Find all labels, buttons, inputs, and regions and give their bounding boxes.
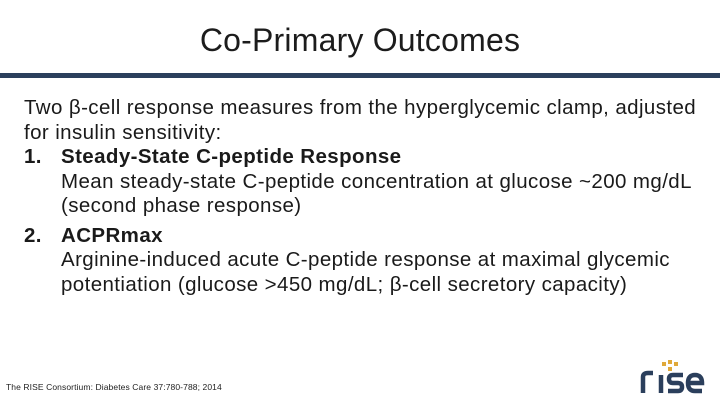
list-item-heading: Steady-State C-peptide Response (61, 145, 402, 168)
rise-logo (640, 360, 706, 396)
logo-letter-r (643, 373, 653, 393)
logo-dot (668, 367, 672, 371)
logo-letters (643, 373, 702, 393)
logo-letter-e (688, 375, 702, 391)
list-item-description: Arginine-induced acute C-peptide response at maximal glycemic potentiation (glucose >450 mg/dL; β-cell secretory capacity) (61, 248, 670, 296)
logo-dots (662, 360, 678, 371)
list-item (24, 224, 704, 298)
list-item-number: 2. (24, 223, 42, 247)
citation: The RISE Consortium: Diabetes Care 37:780-788; 2014 (6, 382, 222, 392)
title-divider (0, 73, 720, 78)
logo-letter-s (668, 375, 683, 391)
logo-dot (668, 360, 672, 364)
list-item-number: 1. (24, 145, 42, 168)
intro-text: Two β-cell response measures from the hyperglycemic clamp, adjusted for insulin sensitivity: (24, 96, 697, 144)
slide-body (24, 96, 704, 297)
list-item-heading: ACPRmax (61, 223, 163, 247)
list-item (24, 145, 704, 219)
list-item-description: Mean steady-state C-peptide concentration at glucose ~200 mg/dL (second phase response) (61, 169, 692, 217)
logo-dot (662, 362, 666, 366)
logo-dot (674, 362, 678, 366)
slide-title: Co-Primary Outcomes (199, 22, 521, 58)
